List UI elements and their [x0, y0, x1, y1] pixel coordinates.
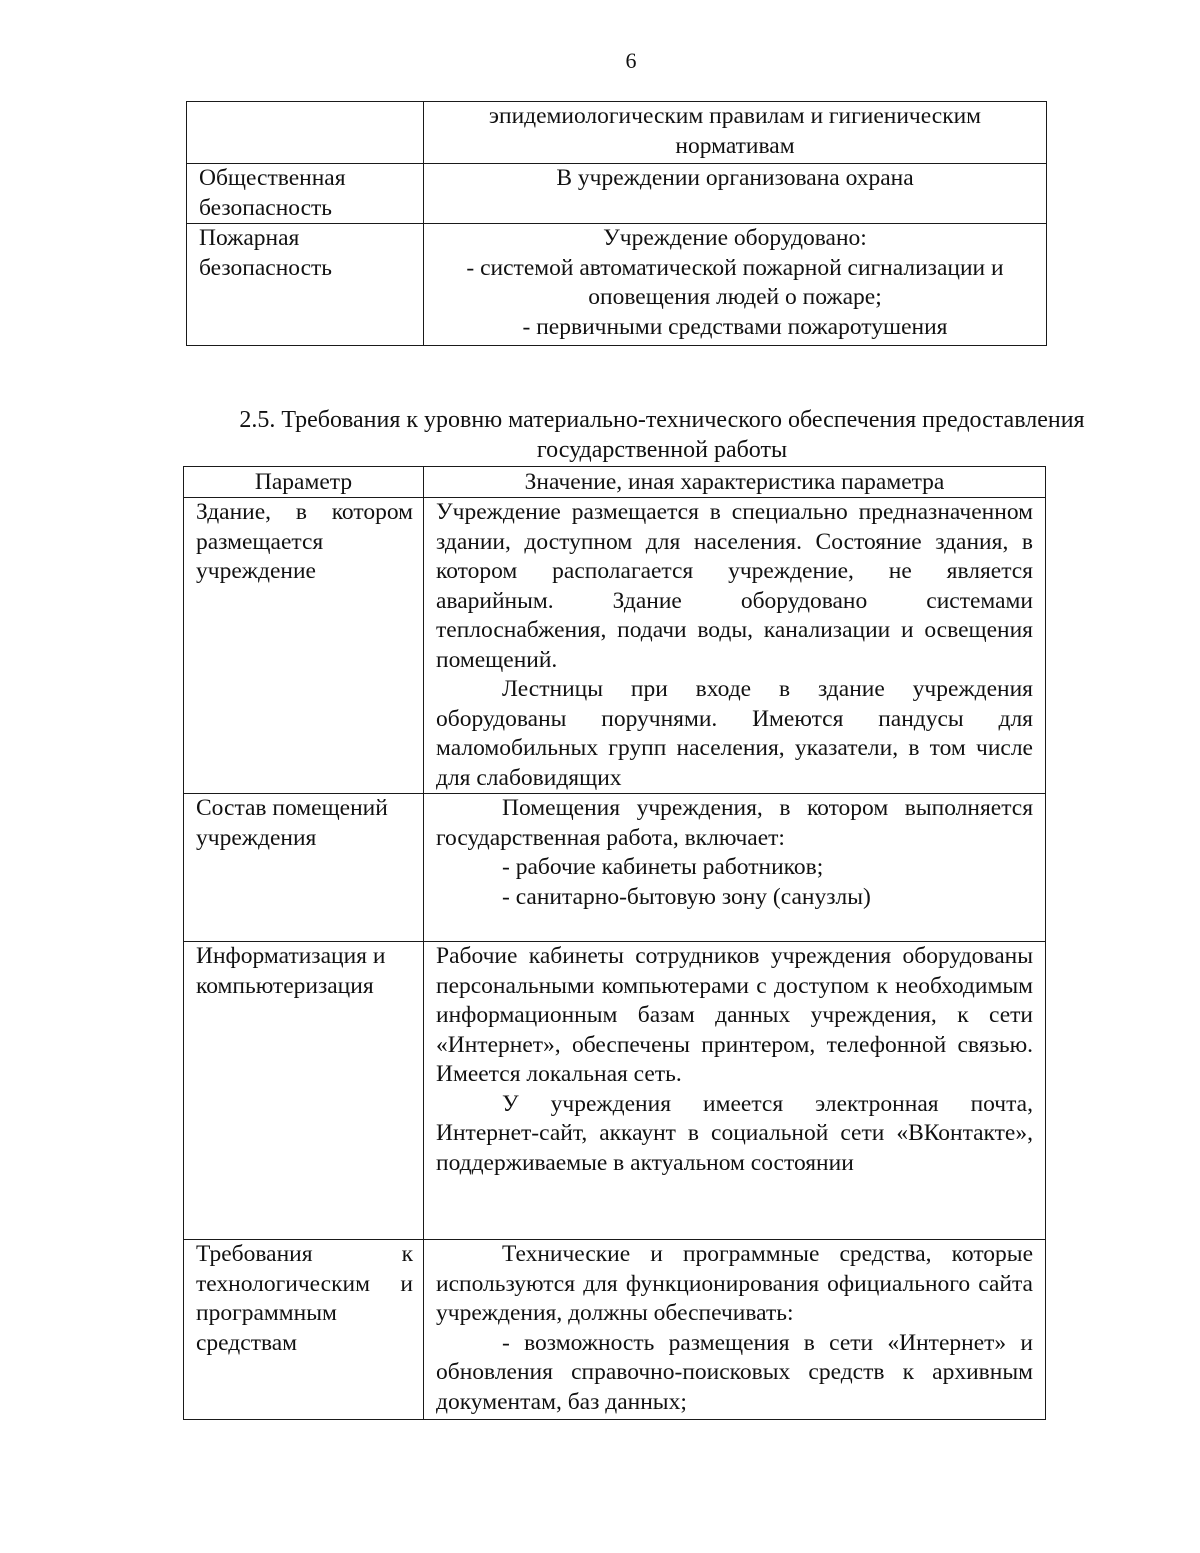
- table-row: [187, 164, 1047, 224]
- row-label-premises: Состав помещений учреждения: [184, 794, 424, 942]
- table-row: [184, 498, 1046, 794]
- section-title: 2.5. Требования к уровню материально-технического обеспечения предоставления государственной работы: [239, 407, 1085, 463]
- value-line: нормативам: [675, 132, 795, 159]
- table-row: [184, 1240, 1046, 1420]
- value-paragraph: Рабочие кабинеты сотрудников учреждения оборудованы персональными компьютерами с доступом к необходимым информационным базам данных учреждения, к сети «Интернет», обеспечены принтером, телефонной связью. Имеется локальная сеть.: [436, 943, 1033, 1087]
- row-label-informatization: Информатизация и компьютеризация: [184, 942, 424, 1240]
- value-line: - системой автоматической пожарной сигнализации и: [466, 254, 1004, 281]
- safety-table: [186, 101, 1047, 346]
- row-label-fire-safety: Пожарная безопасность: [187, 224, 424, 346]
- table-row: [184, 942, 1046, 1240]
- value-line: - первичными средствами пожаротушения: [522, 313, 948, 340]
- label-text: Требования к технологическим и программным средствам: [196, 1241, 413, 1356]
- material-requirements-table: [183, 466, 1046, 1420]
- value-paragraph: Технические и программные средства, которые используются для функционирования официального сайта учреждения, должны обеспечивать:: [436, 1241, 1033, 1326]
- value-paragraph: У учреждения имеется электронная почта, Интернет-сайт, аккаунт в социальной сети «ВКонтакте», поддерживаемые в актуальном состоянии: [436, 1090, 1033, 1176]
- row-value: [424, 102, 1047, 164]
- table-row: [184, 794, 1046, 942]
- row-label-public-safety: Общественная безопасность: [187, 164, 424, 224]
- row-value: [424, 498, 1046, 794]
- table-header-row: [184, 467, 1046, 498]
- header-param: Параметр: [184, 467, 424, 498]
- row-value: [424, 794, 1046, 942]
- value-line: оповещения людей о пожаре;: [588, 284, 882, 310]
- page-number: 6: [625, 48, 637, 73]
- value-line: Учреждение оборудовано:: [603, 225, 867, 251]
- row-value: [424, 942, 1046, 1240]
- value-line: В учреждении организована охрана: [556, 165, 914, 191]
- row-value: [424, 224, 1047, 346]
- table-row: [187, 224, 1047, 346]
- value-paragraph: Учреждение размещается в специально предназначенном здании, доступном для населения. Состояние здания, в котором располагается учреждение, не является аварийным. Здание оборудовано системами теплоснабжения, подачи воды, канализации и освещения помещений.: [436, 499, 1033, 673]
- value-paragraph: Лестницы при входе в здание учреждения оборудованы поручнями. Имеются пандусы для маломобильных групп населения, указатели, в том числе для слабовидящих: [436, 676, 1033, 791]
- row-value: [424, 164, 1047, 224]
- value-paragraph: - возможность размещения в сети «Интернет» и обновления справочно-поисковых средств к архивным документам, баз данных;: [436, 1329, 1033, 1415]
- row-value: [424, 1240, 1046, 1420]
- value-line: эпидемиологическим правилам и гигиеническим: [488, 103, 982, 129]
- label-text: Здание, в котором размещается учреждение: [196, 499, 413, 584]
- list-item: - санитарно-бытовую зону (санузлы): [502, 883, 871, 910]
- header-value: Значение, иная характеристика параметра: [424, 467, 1046, 498]
- table-row: [187, 102, 1047, 164]
- row-label: [187, 102, 424, 164]
- row-label-technology: [184, 1240, 424, 1420]
- row-label-building: [184, 498, 424, 794]
- value-paragraph: Помещения учреждения, в котором выполняется государственная работа, включает:: [436, 795, 1033, 851]
- list-item: - рабочие кабинеты работников;: [502, 854, 824, 880]
